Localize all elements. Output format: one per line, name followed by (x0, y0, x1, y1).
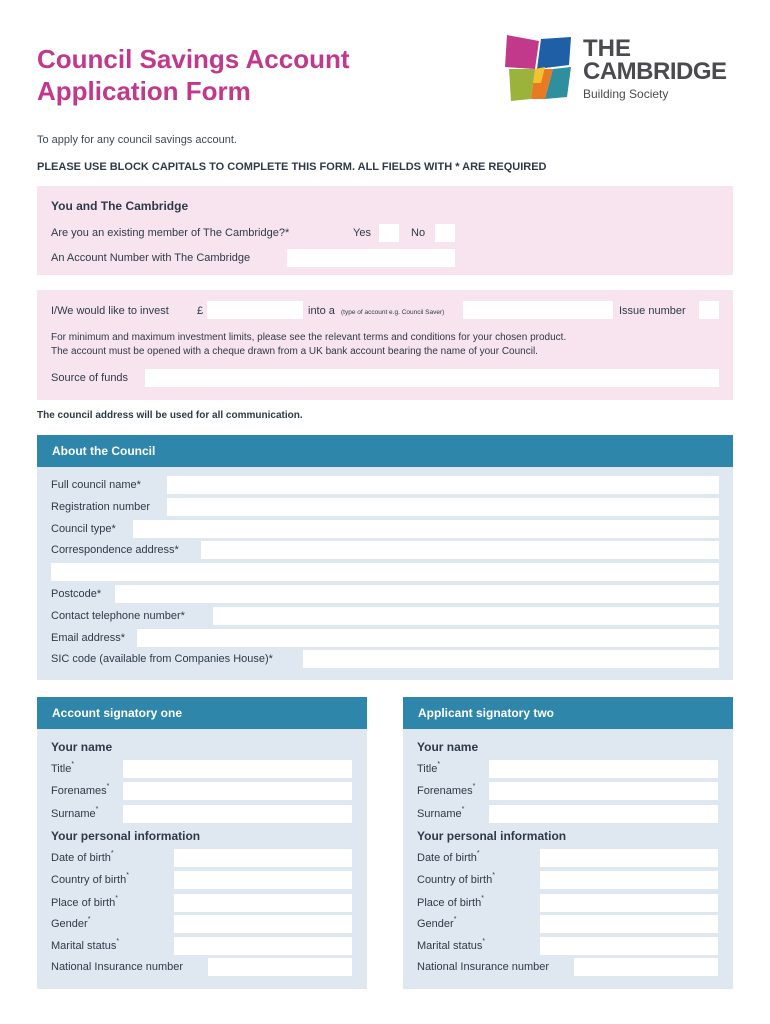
dob-label-text: Date of birth (417, 852, 477, 864)
source-of-funds-label: Source of funds (51, 372, 129, 384)
account-type-input[interactable] (463, 301, 613, 319)
place-of-birth-input[interactable] (540, 894, 718, 912)
marital-status-label (417, 940, 485, 952)
country-of-birth-label-text: Country of birth (51, 874, 127, 886)
required-star: * (71, 761, 75, 768)
forenames-label-text: Forenames (51, 785, 107, 797)
title-label-text: Title (417, 763, 438, 775)
full-council-name-label: Full council name* (51, 479, 141, 491)
required-star: * (110, 850, 114, 857)
marital-status-input[interactable] (540, 937, 718, 955)
gender-input[interactable] (174, 915, 352, 933)
dob-input[interactable] (540, 849, 718, 867)
surname-label (51, 808, 98, 820)
logo-text-the: THE (583, 35, 631, 62)
ni-number-input[interactable] (208, 958, 352, 976)
forenames-label-text: Forenames (417, 785, 473, 797)
country-of-birth-label (51, 874, 129, 886)
marital-status-input[interactable] (174, 937, 352, 955)
surname-input[interactable] (489, 805, 718, 823)
into-label: into a (308, 305, 335, 317)
council-type-label: Council type* (51, 523, 116, 535)
no-checkbox[interactable] (435, 224, 455, 242)
dob-input[interactable] (174, 849, 352, 867)
address-note: The council address will be used for all communication. (37, 410, 303, 421)
title-input[interactable] (123, 760, 352, 778)
required-star: * (87, 916, 91, 923)
required-star: * (481, 895, 484, 902)
ni-number-input[interactable] (574, 958, 718, 976)
place-of-birth-label-text: Place of birth (51, 897, 116, 909)
cambridge-logo (505, 33, 735, 103)
page-title (37, 43, 350, 107)
logo-magenta-shape (505, 35, 539, 69)
forenames-label (417, 785, 475, 797)
email-label: Email address* (51, 632, 125, 644)
required-star: * (116, 938, 120, 945)
email-input[interactable] (137, 629, 719, 647)
title-line-2: Application Form (37, 76, 251, 106)
gender-label (51, 918, 90, 930)
ni-number-label: National Insurance number (417, 961, 550, 973)
issue-number-input[interactable] (699, 301, 719, 319)
logo-text-building-society: Building Society (583, 87, 669, 101)
title-line-1: Council Savings Account (37, 44, 350, 74)
place-of-birth-label (51, 897, 118, 909)
country-of-birth-input[interactable] (540, 871, 718, 889)
signatory-two-section (403, 729, 733, 989)
full-council-name-input[interactable] (167, 476, 719, 494)
required-star: * (453, 916, 457, 923)
source-of-funds-input[interactable] (145, 369, 719, 387)
required-star: * (461, 806, 465, 813)
marital-status-label (51, 940, 119, 952)
your-name-heading: Your name (51, 740, 113, 754)
invest-label: I/We would like to invest (51, 305, 169, 317)
registration-number-input[interactable] (167, 498, 719, 516)
account-number-label: An Account Number with The Cambridge (51, 252, 251, 264)
correspondence-address-line2-input[interactable] (51, 563, 719, 581)
personal-info-heading: Your personal information (51, 829, 201, 843)
council-type-input[interactable] (133, 520, 719, 538)
marital-status-label-text: Marital status (51, 940, 117, 952)
surname-label (417, 808, 464, 820)
signatory-one-header: Account signatory one (37, 697, 367, 729)
issue-number-label: Issue number (619, 305, 686, 317)
country-of-birth-label (417, 874, 495, 886)
your-name-heading: Your name (417, 740, 479, 754)
telephone-label: Contact telephone number* (51, 610, 185, 622)
gender-label-text: Gender (51, 918, 88, 930)
yes-label: Yes (353, 227, 371, 239)
signatory-one-section (37, 729, 367, 989)
telephone-input[interactable] (213, 607, 719, 625)
personal-info-heading: Your personal information (417, 829, 567, 843)
registration-number-label: Registration number (51, 501, 151, 513)
place-of-birth-label-text: Place of birth (417, 897, 482, 909)
council-section (37, 467, 733, 680)
required-star: * (482, 938, 486, 945)
sic-code-label: SIC code (available from Companies House)* (51, 653, 273, 665)
postcode-label: Postcode* (51, 588, 102, 600)
required-star: * (106, 783, 110, 790)
gender-input[interactable] (540, 915, 718, 933)
country-of-birth-input[interactable] (174, 871, 352, 889)
title-label (51, 763, 74, 775)
gender-label (417, 918, 456, 930)
you-and-cambridge-section (37, 186, 733, 275)
country-of-birth-label-text: Country of birth (417, 874, 493, 886)
title-input[interactable] (489, 760, 718, 778)
forenames-label (51, 785, 109, 797)
dob-label-text: Date of birth (51, 852, 111, 864)
investment-note-2: The account must be opened with a cheque drawn from a UK bank account bearing the name of your Council. (51, 346, 538, 357)
logo-blue-shape (537, 37, 571, 69)
investment-note-1: For minimum and maximum investment limits, please see the relevant terms and conditions for your chosen product. (51, 332, 567, 343)
surname-label-text: Surname (417, 808, 462, 820)
account-type-hint: (type of account e.g. Council Saver) (341, 309, 445, 316)
instructions-text: PLEASE USE BLOCK CAPITALS TO COMPLETE THIS FORM. ALL FIELDS WITH * ARE REQUIRED (37, 161, 547, 173)
place-of-birth-label (417, 897, 484, 909)
forenames-input[interactable] (489, 782, 718, 800)
required-star: * (437, 761, 441, 768)
dob-label (51, 852, 114, 864)
surname-label-text: Surname (51, 808, 96, 820)
required-star: * (476, 850, 480, 857)
intro-text: To apply for any council savings account. (37, 134, 237, 146)
correspondence-address-input[interactable] (201, 541, 719, 559)
section-heading: You and The Cambridge (51, 199, 189, 213)
surname-input[interactable] (123, 805, 352, 823)
yes-checkbox[interactable] (379, 224, 399, 242)
title-label-text: Title (51, 763, 72, 775)
sic-code-input[interactable] (303, 650, 719, 668)
required-star: * (115, 895, 118, 902)
marital-status-label-text: Marital status (417, 940, 483, 952)
logo-text-cambridge: CAMBRIDGE (583, 58, 727, 85)
forenames-input[interactable] (123, 782, 352, 800)
existing-member-label: Are you an existing member of The Cambridge?* (51, 227, 290, 239)
dob-label (417, 852, 480, 864)
account-number-input[interactable] (287, 249, 455, 267)
required-star: * (492, 872, 495, 879)
no-label: No (411, 227, 426, 239)
logo-mark-icon (505, 33, 575, 103)
invest-amount-input[interactable] (207, 301, 303, 319)
ni-number-label: National Insurance number (51, 961, 184, 973)
required-star: * (126, 872, 129, 879)
council-header: About the Council (37, 435, 733, 467)
title-label (417, 763, 440, 775)
investment-section (37, 290, 733, 400)
gender-label-text: Gender (417, 918, 454, 930)
correspondence-address-label: Correspondence address* (51, 544, 179, 556)
currency-symbol: £ (197, 305, 204, 317)
signatory-two-header: Applicant signatory two (403, 697, 733, 729)
required-star: * (472, 783, 476, 790)
logo-green-shape (509, 69, 535, 101)
place-of-birth-input[interactable] (174, 894, 352, 912)
required-star: * (95, 806, 99, 813)
postcode-input[interactable] (115, 585, 719, 603)
